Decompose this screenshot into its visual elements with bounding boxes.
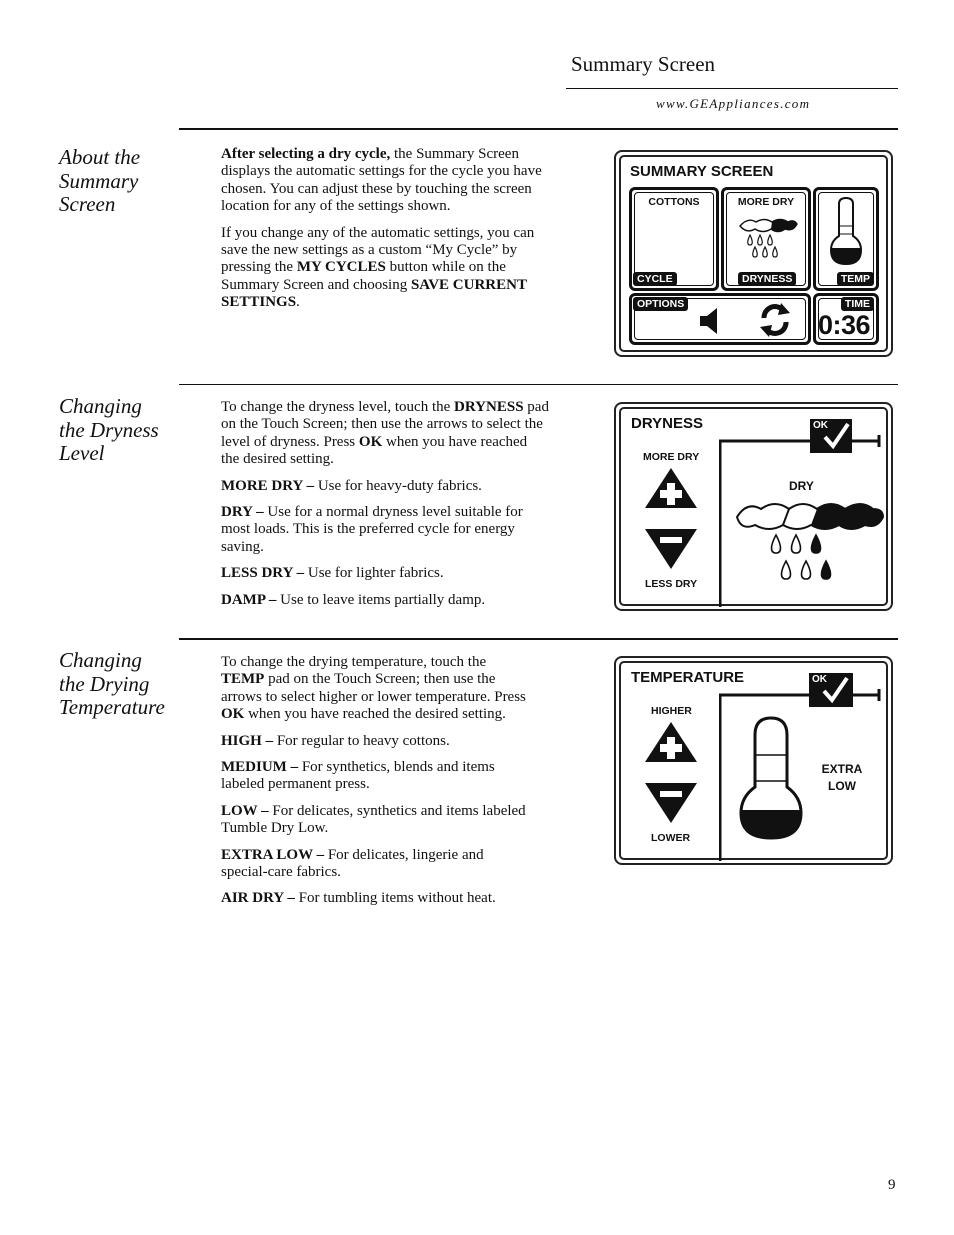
up-arrow-button[interactable] <box>643 466 699 510</box>
text-run: To change the drying temperature, touch the <box>221 654 487 670</box>
bold-run: DRYNESS <box>454 399 524 415</box>
section-heading-summary <box>59 146 140 217</box>
bold-run: TEMP <box>221 671 265 688</box>
paragraph <box>221 504 549 556</box>
text-run: pad on the Touch Screen; then use the arrows to select the level of dryness. Press <box>221 399 549 450</box>
section-heading-dryness <box>59 395 159 466</box>
time-tab: TIME <box>841 297 874 311</box>
bold-run: MY CYCLES <box>296 259 386 276</box>
text-run: Use for heavy-duty fabrics. <box>314 477 482 494</box>
heading-line: About the <box>59 145 141 169</box>
screen-bezel <box>619 407 888 606</box>
section-body-dryness <box>221 399 549 618</box>
text-run: pad on the Touch Screen; then use the arrows to select higher or lower temperature. Press <box>221 671 526 705</box>
paragraph <box>221 759 531 794</box>
dry-level-icon <box>735 495 885 595</box>
header-url: www.GEAppliances.com <box>656 96 811 111</box>
paragraph <box>221 146 551 216</box>
cycle-button[interactable] <box>629 187 719 291</box>
bold-run: DAMP – <box>221 591 277 608</box>
text-run: To change the dryness level, touch the <box>221 399 455 415</box>
bold-run: LOW – <box>221 802 269 819</box>
current-dryness-label: DRY <box>789 479 814 493</box>
screen-bezel <box>619 155 888 352</box>
more-dry-label: MORE DRY <box>643 451 700 463</box>
thermometer-icon <box>737 715 805 841</box>
text-run: the Summary Screen displays the automatic settings for the cycle you have chosen. You can adjust these by touching the screen location for any of the settings shown. <box>221 146 542 215</box>
section-divider <box>179 384 898 385</box>
text-run: For delicates, synthetics and items labeled Tumble Dry Low. <box>221 802 526 837</box>
text-run: Use to leave items partially damp. <box>276 591 486 608</box>
paragraph <box>221 478 549 495</box>
cycle-value: COTTONS <box>648 196 700 208</box>
text-run: For regular to heavy cottons. <box>273 732 450 749</box>
down-arrow-button[interactable] <box>643 781 699 825</box>
paragraph <box>221 225 547 312</box>
up-arrow-button[interactable] <box>643 720 699 764</box>
ok-label: OK <box>812 674 827 685</box>
paragraph <box>221 890 531 907</box>
bold-run: SAVE CURRENT SETTINGS <box>221 276 527 311</box>
bold-run: MORE DRY – <box>221 477 315 494</box>
heading-line: Level <box>59 441 105 465</box>
more-dry-icon <box>738 213 798 263</box>
text-run: Use for lighter fabrics. <box>304 565 444 582</box>
temp-tab: TEMP <box>837 272 874 286</box>
dryness-value: MORE DRY <box>737 196 795 208</box>
heading-line: Changing <box>59 648 142 672</box>
text-run: button while on the Summary Screen and choosing <box>221 259 506 293</box>
paragraph <box>221 803 531 838</box>
bold-run: HIGH – <box>221 732 274 749</box>
paragraph <box>221 399 549 469</box>
ok-button[interactable] <box>810 419 852 453</box>
lower-label: LOWER <box>651 832 691 844</box>
check-icon <box>821 676 849 704</box>
text-run: For delicates, lingerie and special-care fabrics. <box>221 846 484 881</box>
heading-line: Temperature <box>59 695 165 719</box>
options-tab: OPTIONS <box>633 297 688 311</box>
text-run: For tumbling items without heat. <box>294 890 496 907</box>
thermometer-icon <box>828 196 864 266</box>
bold-run: LESS DRY – <box>221 565 305 582</box>
section-body-temperature <box>221 654 531 917</box>
text-run: If you change any of the automatic settings, you can save the new settings as a custom “My Cycle” by pressing the <box>221 224 535 276</box>
cycle-tab: CYCLE <box>633 272 677 286</box>
higher-label: HIGHER <box>651 705 692 717</box>
speaker-icon <box>698 306 720 336</box>
ok-label: OK <box>813 420 828 431</box>
bold-run: EXTRA LOW – <box>221 846 325 863</box>
temperature-screen-panel <box>614 656 893 865</box>
section-heading-temperature <box>59 649 165 720</box>
heading-line: Summary <box>59 168 139 193</box>
section-divider <box>179 128 898 130</box>
bold-run: After selecting a dry cycle, <box>221 146 391 162</box>
check-icon <box>822 422 850 450</box>
paragraph <box>221 592 549 609</box>
bold-run: OK <box>221 706 245 723</box>
screen-title: TEMPERATURE <box>631 669 745 686</box>
screen-bezel <box>619 661 888 860</box>
heading-line: Screen <box>59 192 116 216</box>
bold-run: DRY – <box>221 504 264 521</box>
bold-run: MEDIUM – <box>221 759 299 776</box>
dryness-screen-panel <box>614 402 893 611</box>
dryness-tab: DRYNESS <box>738 272 796 286</box>
time-button[interactable] <box>813 293 879 345</box>
text-run: . <box>296 294 300 311</box>
ok-button[interactable] <box>809 673 853 707</box>
bold-run: AIR DRY – <box>221 890 295 907</box>
text-run: when you have reached the desired setting. <box>221 433 528 468</box>
section-body-summary <box>221 146 551 321</box>
temp-button[interactable] <box>813 187 879 291</box>
less-dry-label: LESS DRY <box>645 578 698 590</box>
page-header-title: Summary Screen <box>571 52 716 76</box>
paragraph <box>221 654 531 724</box>
paragraph <box>221 733 531 750</box>
current-temp-label <box>817 761 867 795</box>
refresh-icon <box>756 302 794 338</box>
heading-line: the Drying <box>59 671 150 696</box>
dryness-button[interactable] <box>721 187 811 291</box>
time-value: 0:36 <box>818 310 871 340</box>
paragraph <box>221 847 531 882</box>
header-rule <box>566 88 898 89</box>
page-number: 9 <box>888 1177 896 1193</box>
down-arrow-button[interactable] <box>643 527 699 571</box>
heading-line: the Dryness <box>59 417 159 442</box>
text-run: For synthetics, blends and items labeled permanent press. <box>221 759 495 793</box>
current-temp-line: LOW <box>828 779 856 793</box>
bold-run: OK <box>358 433 383 450</box>
text-run: when you have reached the desired setting. <box>244 706 506 723</box>
text-run: Use for a normal dryness level suitable for most loads. This is the preferred cycle for energy saving. <box>221 504 523 555</box>
heading-line: Changing <box>59 394 142 418</box>
current-temp-line: EXTRA <box>821 762 863 776</box>
section-divider <box>179 638 898 640</box>
options-button[interactable] <box>629 293 811 345</box>
screen-title: DRYNESS <box>631 415 703 432</box>
summary-screen-panel <box>614 150 893 357</box>
screen-title: SUMMARY SCREEN <box>630 163 774 180</box>
paragraph <box>221 565 549 582</box>
